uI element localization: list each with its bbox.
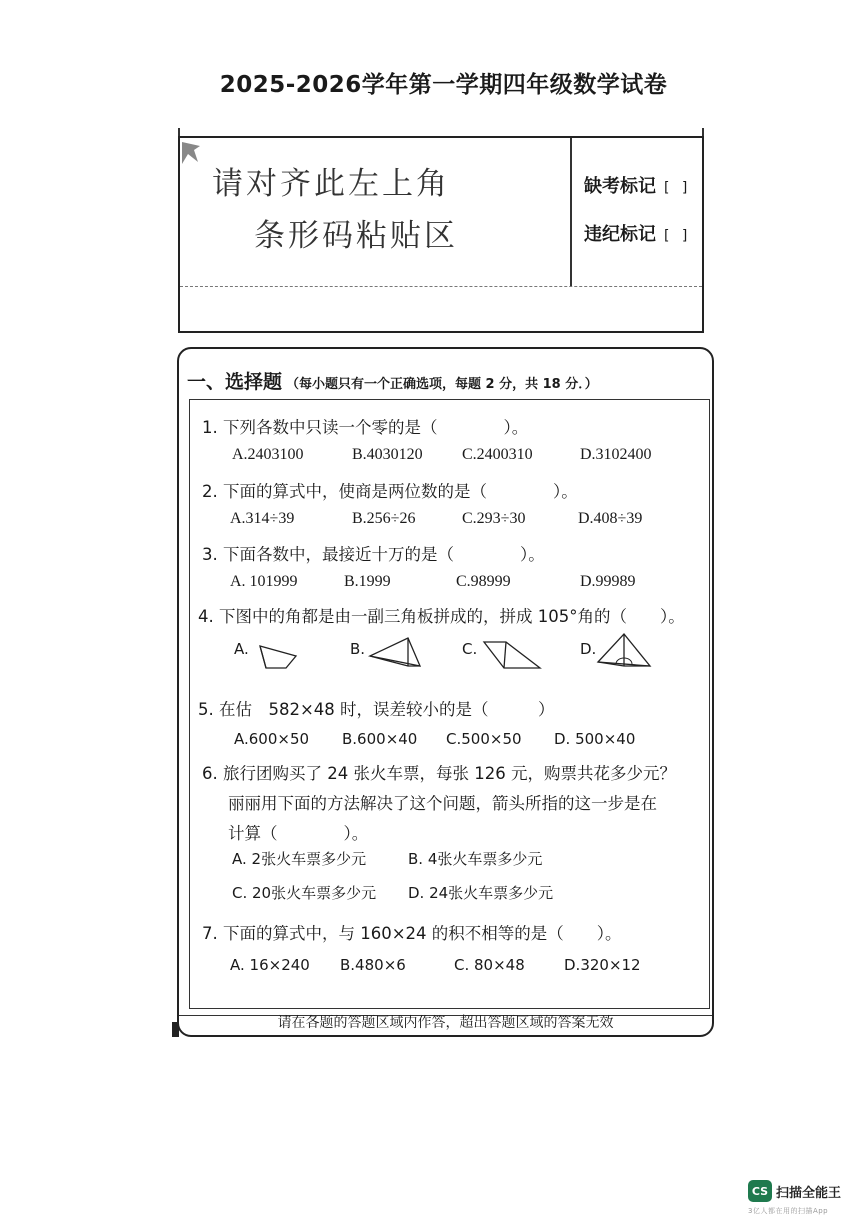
- absent-mark-row: [584, 172, 691, 198]
- q1-option-b[interactable]: B.4030120: [352, 446, 423, 463]
- q6-option-a[interactable]: A. 2张火车票多少元: [232, 850, 367, 868]
- q4-option-d[interactable]: D.: [580, 640, 597, 658]
- q7-option-c[interactable]: C. 80×48: [454, 956, 525, 974]
- corner-alignment-icon: [180, 140, 202, 166]
- choice-section: [177, 347, 714, 1037]
- scanner-watermark: [748, 1180, 863, 1220]
- question-6-line2: 丽丽用下面的方法解决了这个问题，箭头所指的这一步是在: [228, 794, 657, 813]
- scanner-app-name: 扫描全能王: [776, 1186, 842, 1201]
- section-note: （每小题只有一个正确选项，每题 2 分，共 18 分．）: [286, 377, 598, 392]
- q4-option-a[interactable]: A.: [234, 640, 249, 658]
- q2-option-a[interactable]: A.314÷39: [230, 510, 295, 527]
- header-divider: [180, 286, 702, 287]
- section-title: 一、选择题: [187, 371, 283, 393]
- q5-option-a[interactable]: A.600×50: [234, 730, 310, 748]
- q7-option-a[interactable]: A. 16×240: [230, 956, 310, 974]
- q1-option-a[interactable]: A.2403100: [232, 446, 304, 463]
- question-2: 2. 下面的算式中，使商是两位数的是（ ）。: [202, 482, 578, 501]
- q2-option-c[interactable]: C.293÷30: [462, 510, 526, 527]
- absent-mark-label: 缺考标记: [584, 176, 656, 197]
- question-7: 7. 下面的算式中，与 160×24 的积不相等的是（ ）。: [202, 924, 622, 943]
- q4-option-b[interactable]: B.: [350, 640, 366, 658]
- q7-option-d[interactable]: D.320×12: [564, 956, 641, 974]
- q6-option-d[interactable]: D. 24张火车票多少元: [408, 884, 554, 902]
- q7-option-b[interactable]: B.480×6: [340, 956, 406, 974]
- barcode-instruction-line1: 请对齐此左上角: [212, 166, 450, 202]
- q1-option-c[interactable]: C.2400310: [462, 446, 533, 463]
- q4-a-figure-icon: [256, 640, 300, 672]
- q4-b-figure-icon: [368, 634, 424, 670]
- marks-area: [570, 138, 704, 286]
- barcode-instruction-line2: 条形码粘贴区: [254, 218, 458, 254]
- q1-option-d[interactable]: D.3102400: [580, 446, 652, 463]
- question-1: 1. 下列各数中只读一个零的是（ ）。: [202, 418, 529, 437]
- scanner-logo-icon: CS: [748, 1180, 772, 1202]
- questions-area: [189, 399, 710, 1009]
- scanner-tagline: 3亿人都在用的扫描App: [748, 1207, 829, 1215]
- exam-header-box: [178, 136, 704, 333]
- absent-mark-checkbox[interactable]: [ ]: [664, 180, 692, 196]
- question-6-line1: 6. 旅行团购买了 24 张火车票，每张 126 元，购票共花多少元？: [202, 764, 676, 783]
- q6-option-b[interactable]: B. 4张火车票多少元: [408, 850, 543, 868]
- question-6-line3: 计算（ ）。: [228, 824, 369, 843]
- question-5: 5. 在估 582×48 时，误差较小的是（ ）: [198, 700, 555, 719]
- violation-mark-checkbox[interactable]: [ ]: [664, 228, 692, 244]
- q4-c-figure-icon: [482, 638, 544, 672]
- answer-area-notice: 请在各题的答题区域内作答，超出答题区域的答案无效: [277, 1015, 614, 1031]
- q5-option-b[interactable]: B.600×40: [342, 730, 418, 748]
- q2-option-d[interactable]: D.408÷39: [578, 510, 643, 527]
- q6-option-c[interactable]: C. 20张火车票多少元: [232, 884, 377, 902]
- q3-option-d[interactable]: D.99989: [580, 573, 636, 590]
- q5-option-d[interactable]: D. 500×40: [554, 730, 636, 748]
- q2-option-b[interactable]: B.256÷26: [352, 510, 416, 527]
- q4-d-figure-icon: [596, 632, 654, 672]
- question-3: 3. 下面各数中，最接近十万的是（ ）。: [202, 545, 545, 564]
- question-4: 4. 下图中的角都是由一副三角板拼成的，拼成 105°角的（ ）。: [198, 607, 685, 626]
- q5-option-c[interactable]: C.500×50: [446, 730, 522, 748]
- alignment-tab-mark: [172, 1022, 179, 1037]
- barcode-paste-area: [180, 138, 570, 286]
- q4-option-c[interactable]: C.: [462, 640, 478, 658]
- q3-option-b[interactable]: B.1999: [344, 573, 391, 590]
- q3-option-c[interactable]: C.98999: [456, 573, 511, 590]
- violation-mark-label: 违纪标记: [584, 224, 656, 245]
- violation-mark-row: [584, 220, 691, 246]
- q3-option-a[interactable]: A. 101999: [230, 573, 298, 590]
- page-title: 2025-2026学年第一学期四年级数学试卷: [219, 72, 668, 98]
- section-heading: [187, 367, 598, 394]
